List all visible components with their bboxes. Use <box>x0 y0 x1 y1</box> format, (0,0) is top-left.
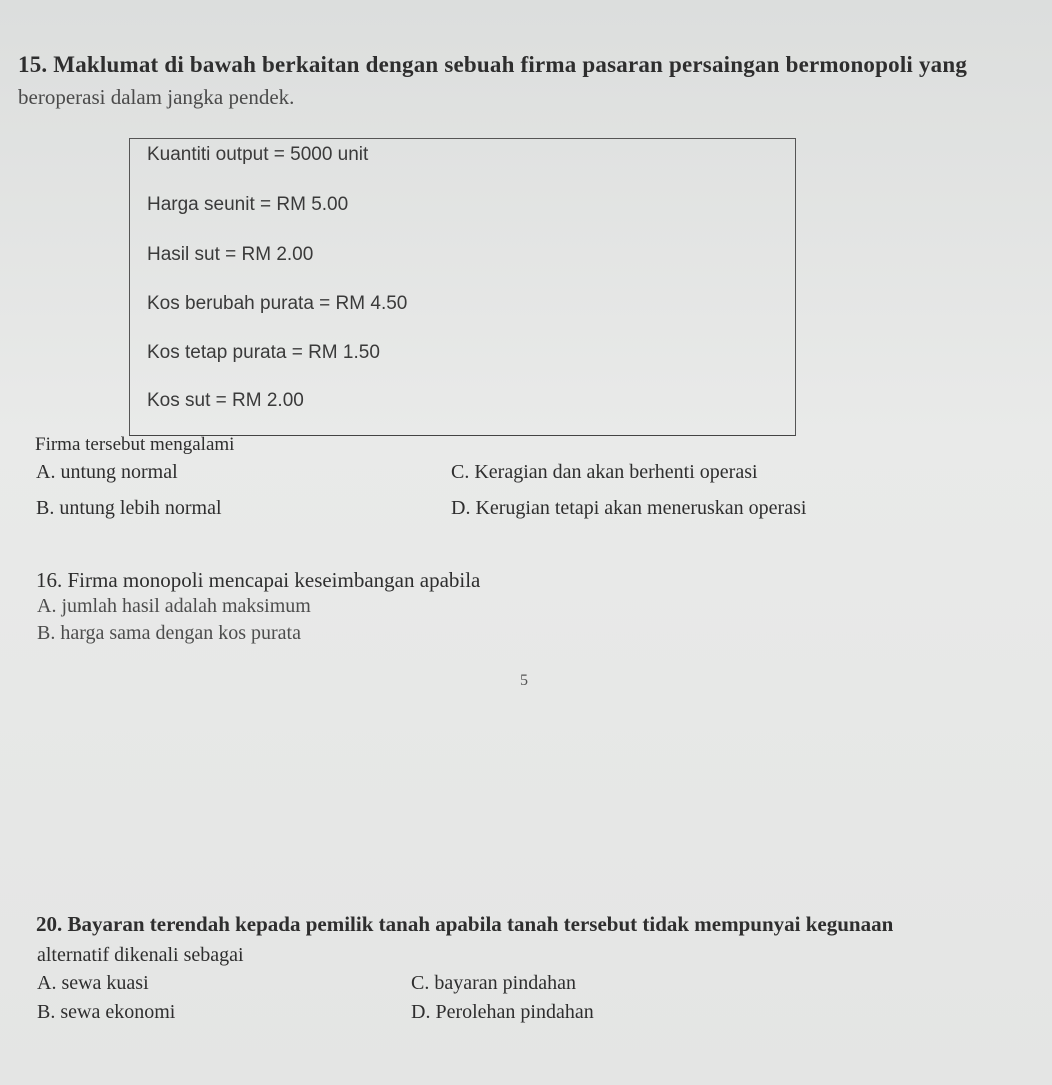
box-item-output: Kuantiti output = 5000 unit <box>147 144 369 165</box>
q16-option-b: B. harga sama dengan kos purata <box>37 622 301 644</box>
q20-option-b: B. sewa ekonomi <box>37 1001 176 1023</box>
q15-option-b: B. untung lebih normal <box>36 497 222 519</box>
box-item-price: Harga seunit = RM 5.00 <box>147 194 349 215</box>
q20-line2: alternatif dikenali sebagai <box>37 944 244 966</box>
q15-line2: beroperasi dalam jangka pendek. <box>18 85 295 109</box>
q15-info-box <box>129 138 796 436</box>
q16-option-a: A. jumlah hasil adalah maksimum <box>37 595 311 617</box>
box-item-marginal-cost: Kos sut = RM 2.00 <box>147 390 304 411</box>
box-item-avc: Kos berubah purata = RM 4.50 <box>147 293 408 314</box>
page-number: 5 <box>520 672 528 689</box>
q15-line1: 15. Maklumat di bawah berkaitan dengan sebuah firma pasaran persaingan bermonopoli yang <box>18 52 968 77</box>
q20-line1: 20. Bayaran terendah kepada pemilik tanah apabila tanah tersebut tidak mempunyai kegunaan <box>36 912 894 936</box>
box-item-afc: Kos tetap purata = RM 1.50 <box>147 342 380 363</box>
q15-option-a: A. untung normal <box>36 461 178 483</box>
box-item-marginal-revenue: Hasil sut = RM 2.00 <box>147 244 314 265</box>
q20-option-c: C. bayaran pindahan <box>411 972 576 994</box>
q15-option-c: C. Keragian dan akan berhenti operasi <box>451 461 758 483</box>
q16-stem: 16. Firma monopoli mencapai keseimbangan apabila <box>36 568 481 592</box>
q20-option-d: D. Perolehan pindahan <box>411 1001 594 1023</box>
q20-option-a: A. sewa kuasi <box>37 972 149 994</box>
q15-stem: Firma tersebut mengalami <box>35 434 235 455</box>
q15-option-d: D. Kerugian tetapi akan meneruskan operasi <box>451 497 807 519</box>
